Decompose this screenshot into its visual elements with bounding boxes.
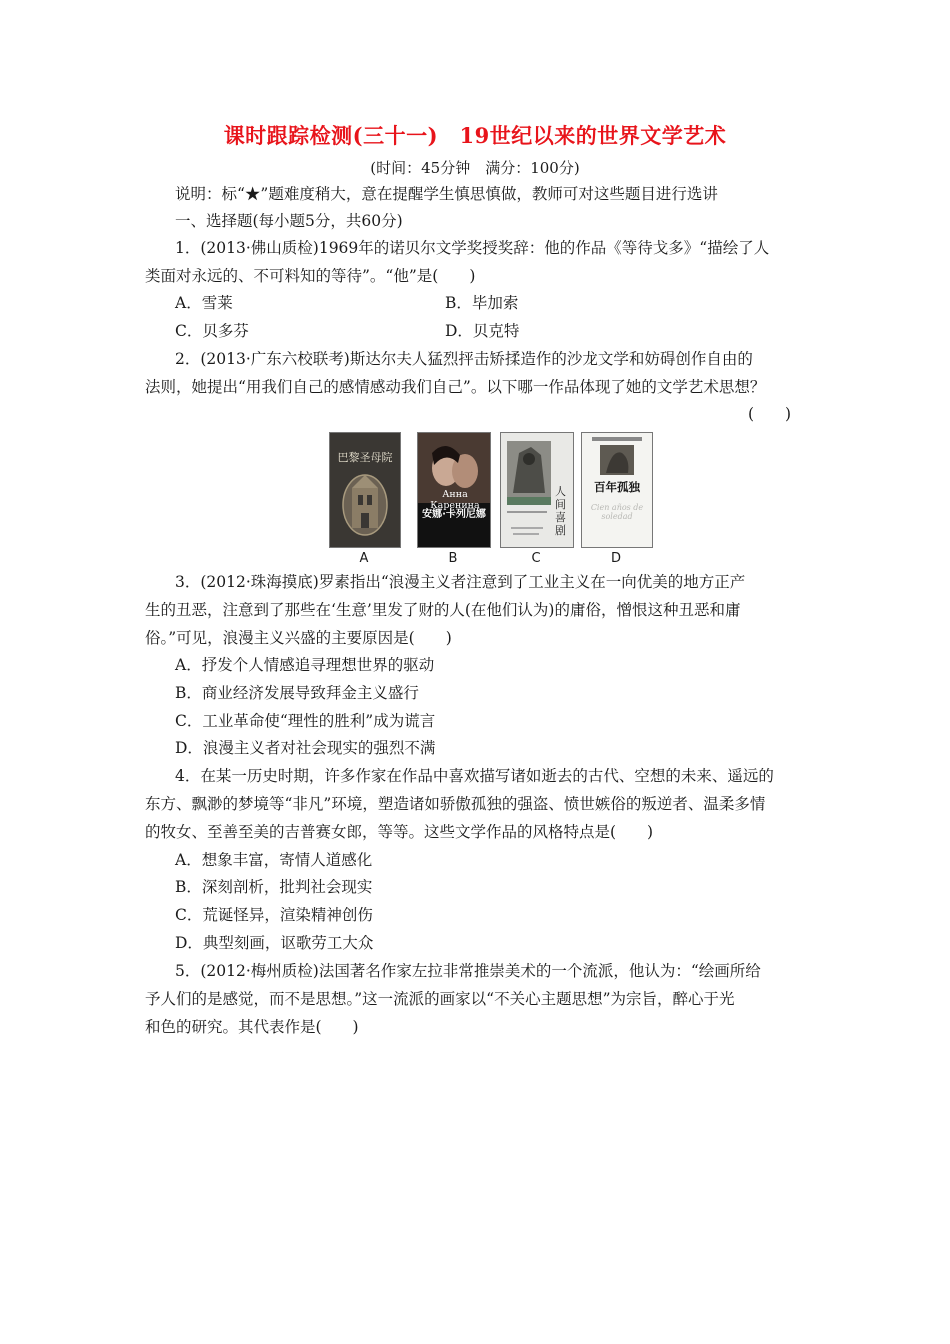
book-cover-d bbox=[581, 432, 653, 548]
q2-line2: 法则，她提出“用我们自己的感情感动我们自己”。以下哪一作品体现了她的文学艺术思想？ bbox=[145, 378, 766, 396]
book-cover-a bbox=[329, 432, 401, 548]
book-label-b: B bbox=[448, 551, 458, 566]
q1-line1: 1．(2013·佛山质检)1969年的诺贝尔文学奖授奖辞：他的作品《等待戈多》“描绘了人 bbox=[175, 239, 770, 257]
intro-note: 说明：标“★”题难度稍大，意在提醒学生慎思慎做，教师可对这些题目进行选讲 bbox=[175, 185, 718, 203]
q1-line2: 类面对永远的、不可料知的等待”。“他”是( ) bbox=[145, 267, 476, 285]
q1-option-a: A．雪莱 bbox=[175, 294, 233, 312]
q3-line3: 俗。”可见，浪漫主义兴盛的主要原因是( ) bbox=[145, 629, 452, 647]
q3-option-c: C．工业革命使“理性的胜利”成为谎言 bbox=[175, 712, 436, 730]
q4-option-a: A．想象丰富，寄情人道感化 bbox=[175, 851, 373, 869]
q4-option-b: B．深刻剖析，批判社会现实 bbox=[175, 878, 373, 896]
page-subtitle: (时间：45分钟 满分：100分) bbox=[370, 159, 580, 177]
q4-option-c: C．荒诞怪异，渲染精神创伤 bbox=[175, 906, 373, 924]
section-heading: 一、选择题(每小题5分，共60分) bbox=[175, 212, 403, 230]
book-b-title: 安娜·卡列尼娜 bbox=[422, 509, 486, 520]
page-title: 课时跟踪检测(三十一) 19世纪以来的世界文学艺术 bbox=[223, 123, 727, 148]
book-label-a: A bbox=[359, 551, 369, 566]
q4-line1: 4．在某一历史时期，许多作家在作品中喜欢描写诸如逝去的古代、空想的未来、遥远的 bbox=[175, 767, 774, 785]
q5-line2: 予人们的是感觉，而不是思想。”这一流派的画家以“不关心主题思想”为宗旨，醉心于光 bbox=[145, 990, 735, 1008]
q3-option-b: B．商业经济发展导致拜金主义盛行 bbox=[175, 684, 419, 702]
book-cover-b bbox=[417, 432, 491, 548]
book-a-title: 巴黎圣母院 bbox=[337, 451, 393, 464]
book-label-c: C bbox=[531, 551, 541, 566]
q2-answer-paren: ( ) bbox=[748, 405, 792, 423]
q3-line2: 生的丑恶，注意到了那些在‘生意’里发了财的人(在他们认为)的庸俗，憎恨这种丑恶和庸 bbox=[145, 601, 741, 619]
q2-line1: 2．(2013·广东六校联考)斯达尔夫人猛烈抨击矫揉造作的沙龙文学和妨碍创作自由的 bbox=[175, 350, 753, 368]
cathedral-illustration bbox=[330, 433, 400, 547]
q4-line2: 东方、飘渺的梦境等“非凡”环境，塑造诸如骄傲孤独的强盗、愤世嫉俗的叛逆者、温柔多情 bbox=[145, 795, 766, 813]
book-b-latin-title: Анна Каренина bbox=[430, 489, 480, 511]
book-d-title: 百年孤独 bbox=[594, 480, 640, 494]
book-cover-c bbox=[500, 432, 574, 548]
q4-option-d: D．典型刻画，讴歌劳工大众 bbox=[175, 934, 374, 952]
q3-line1: 3．(2012·珠海摸底)罗素指出“浪漫主义者注意到了工业主义在一向优美的地方正产 bbox=[175, 573, 746, 591]
book-label-d: D bbox=[610, 551, 621, 566]
q5-line1: 5．(2012·梅州质检)法国著名作家左拉非常推崇美术的一个流派，他认为：“绘画所给 bbox=[175, 962, 761, 980]
q3-option-a: A．抒发个人情感追寻理想世界的驱动 bbox=[175, 656, 435, 674]
q1-option-c: C．贝多芬 bbox=[175, 322, 249, 340]
book-d-latin-title: Cien años de soledad bbox=[590, 503, 644, 521]
book-c-title: 人间喜剧 bbox=[555, 485, 566, 537]
q3-option-d: D．浪漫主义者对社会现实的强烈不满 bbox=[175, 739, 436, 757]
q1-option-d: D．贝克特 bbox=[445, 322, 520, 340]
q1-option-b: B．毕加索 bbox=[445, 294, 519, 312]
q4-line3: 的牧女、至善至美的吉普赛女郎，等等。这些文学作品的风格特点是( ) bbox=[145, 823, 654, 841]
q5-line3: 和色的研究。其代表作是( ) bbox=[145, 1018, 359, 1036]
book-cover-figure bbox=[325, 432, 655, 568]
